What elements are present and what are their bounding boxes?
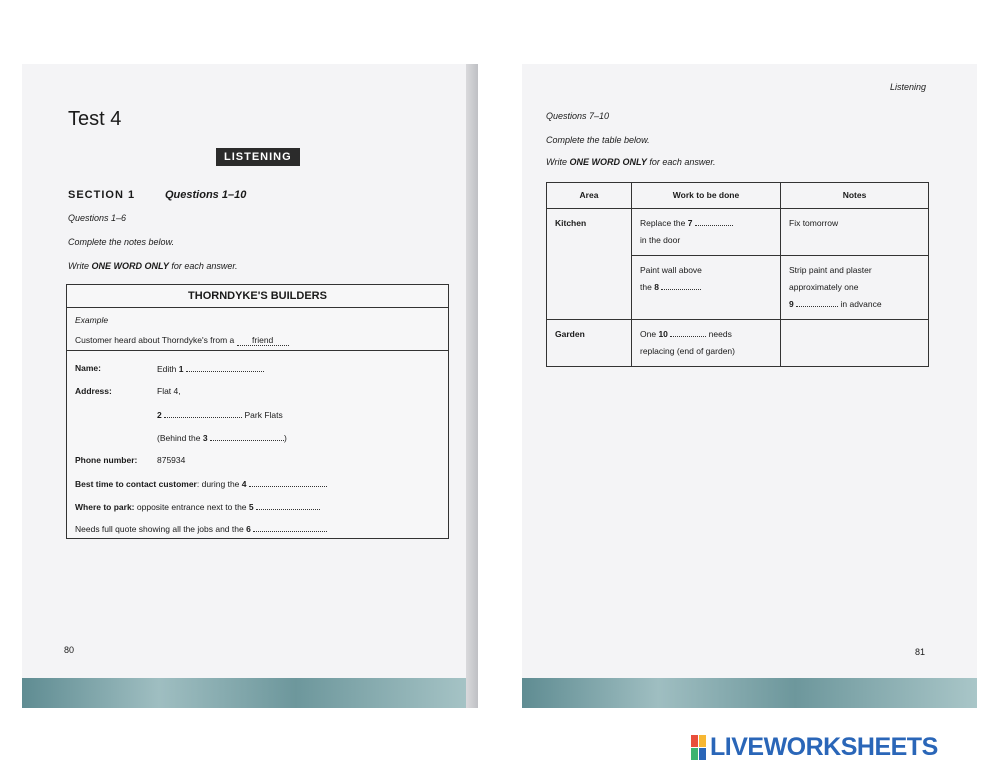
page-number-right: 81 [915,647,926,657]
q3-number: 3 [202,433,208,443]
kitchen-note2-line2: approximately one [789,282,859,292]
q5-blank[interactable] [256,501,320,510]
header-notes: Notes [781,183,929,209]
kitchen-work2-the: the [640,282,652,292]
address-line2-suffix: Park Flats [244,410,283,420]
write-suffix-right: for each answer. [646,157,716,167]
q9-blank[interactable] [796,298,838,307]
q8-blank[interactable] [661,281,701,290]
q10-number: 10 [658,329,668,339]
right-page-edge [522,678,977,708]
q5-number: 5 [248,502,254,512]
left-page-edge [22,678,478,708]
kitchen-note1: Fix tomorrow [781,209,929,256]
kitchen-area: Kitchen [547,209,632,320]
kitchen-note2-suffix: in advance [840,299,882,309]
address-line2 [157,409,283,420]
q4-number: 4 [241,479,247,489]
table-row [547,320,929,367]
q10-blank[interactable] [670,328,706,337]
write-prefix-right: Write [546,157,570,167]
test-title: Test 4 [68,108,122,130]
notes-box [66,284,449,539]
running-head: Listening [890,82,927,92]
q6-number: 6 [246,524,251,534]
q1-blank[interactable] [186,363,264,372]
q1-number: 1 [178,364,184,374]
section-questions: Questions 1–10 [165,189,247,201]
name-label: Name: [75,363,101,373]
example-text: Customer heard about Thorndyke's from a [75,335,235,345]
contact-row [75,478,327,489]
example-label: Example [75,315,109,325]
example-answer: friend [237,335,289,346]
park-text: opposite entrance next to the [136,502,247,512]
address-line3-prefix: (Behind the [157,433,201,443]
page-number-left: 80 [64,645,75,655]
kitchen-work2 [632,256,781,320]
notes-heading: THORNDYKE'S BUILDERS [67,285,448,308]
contact-label: Best time to contact customer [75,479,197,489]
work-table [546,182,929,367]
park-label: Where to park: [75,502,135,512]
q6-blank[interactable] [253,523,327,532]
table-row [547,209,929,256]
contact-text: : during the [196,479,240,489]
brand-name: LIVEWORKSHEETS [710,733,938,761]
write-emphasis: ONE WORD ONLY [91,261,169,271]
q9-number: 9 [789,299,794,309]
example-divider [67,350,448,351]
garden-work-prefix: One [640,329,657,339]
garden-work-line2: replacing (end of garden) [640,346,735,356]
kitchen-work2-prefix: Paint wall above [640,265,702,275]
kitchen-work1 [632,209,781,256]
quote-text: Needs full quote showing all the jobs and the [75,524,244,534]
table-header-row [547,183,929,209]
garden-area: Garden [547,320,632,367]
name-value: Edith [157,364,177,374]
liveworksheets-logo[interactable] [691,733,991,763]
q7-blank[interactable] [695,217,733,226]
header-area: Area [547,183,632,209]
left-spine [466,64,478,708]
left-page [22,64,478,708]
kitchen-work1-suffix: in the door [640,235,681,245]
write-suffix: for each answer. [168,261,238,271]
name-row [157,363,264,374]
questions-range-right: Questions 7–10 [546,111,610,121]
q4-blank[interactable] [249,478,327,487]
garden-work [632,320,781,367]
q2-blank[interactable] [164,409,242,418]
example-row [75,335,289,346]
address-line3-suffix: ) [283,433,287,443]
header-work: Work to be done [632,183,781,209]
address-line3 [157,432,287,443]
kitchen-note2 [781,256,929,320]
phone-value: 875934 [157,455,186,465]
instruction: Complete the notes below. [68,237,175,247]
write-emphasis-right: ONE WORD ONLY [569,157,647,167]
q3-blank[interactable] [210,432,284,441]
write-prefix: Write [68,261,92,271]
phone-label: Phone number: [75,455,138,465]
logo-squares-icon [691,735,707,761]
garden-note [781,320,929,367]
questions-range: Questions 1–6 [68,213,127,223]
address-label: Address: [75,386,112,396]
q8-number: 8 [654,282,659,292]
write-instruction-right [546,157,716,167]
instruction-right: Complete the table below. [546,135,650,145]
listening-band: LISTENING [216,148,300,166]
kitchen-work1-prefix: Replace the [640,218,686,228]
q2-number: 2 [157,410,162,420]
kitchen-note2-line1: Strip paint and plaster [789,265,872,275]
garden-work-suffix: needs [708,329,732,339]
write-instruction [68,261,238,271]
address-line1: Flat 4, [157,386,181,396]
quote-row [75,523,327,534]
right-page [522,64,977,708]
q7-number: 7 [687,218,693,228]
section-label: SECTION 1 [68,189,136,201]
park-row [75,501,320,512]
